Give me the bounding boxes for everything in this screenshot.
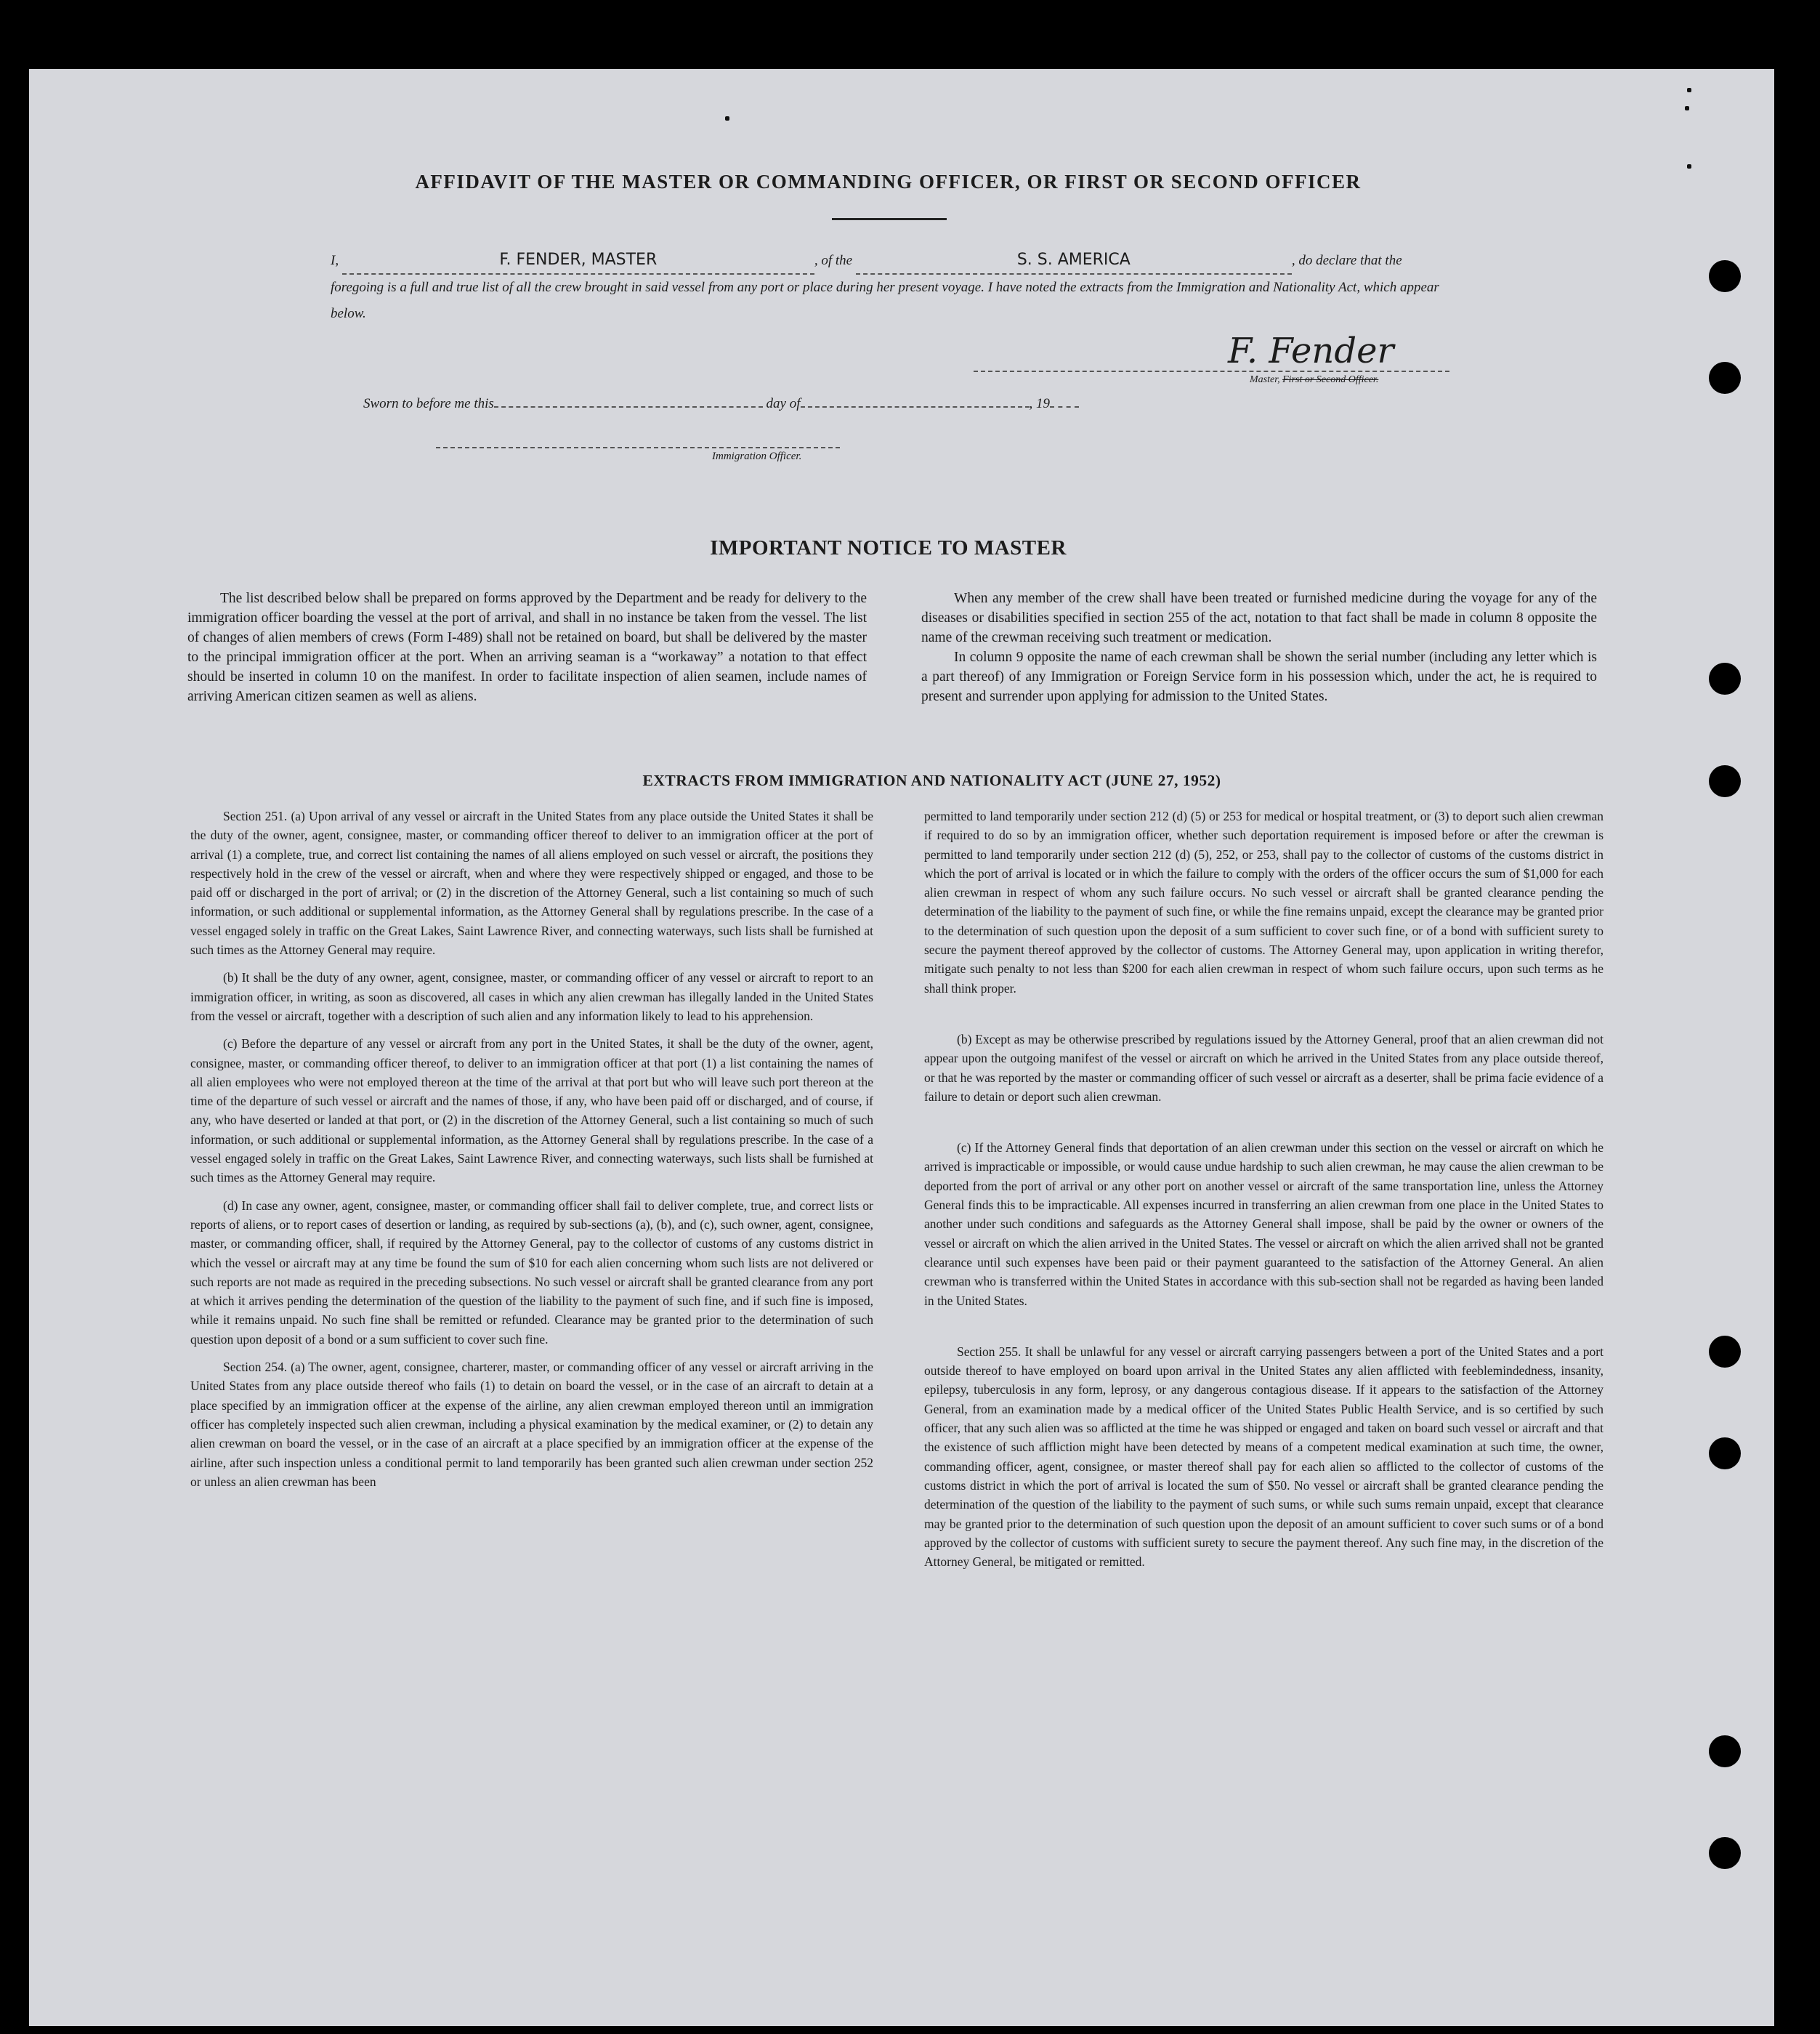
- section-251-b: (b) It shall be the duty of any owner, agent, consignee, master, or commanding officer of any vessel or aircraft to report to an immigration officer, in writing, as soon as discovered, all cases in which any alien crewman has illegally landed in the United States from the vessel or aircraft, together with a description of such alien and any information likely to lead to his apprehension.: [190, 970, 873, 1023]
- sworn-year-label: , 19: [1029, 396, 1051, 411]
- notice-paragraph: When any member of the crew shall have been treated or furnished medicine during the voyage for any of the diseases or disabilities specified in section 255 of the act, notation to that fact shall be made in column 8 opposite the name of the crewman receiving such treatment or medication.: [921, 591, 1597, 645]
- section-255: Section 255. It shall be unlawful for any vessel or aircraft carrying passengers between a port of the United States and a port outside thereof to have employed on board upon arrival in the United States any alien afflicted with feeblemindedness, insanity, epilepsy, tuberculosis in any form, leprosy, or any dangerous contagious disease. If it appears to the satisfaction of the Attorney General, from an examination made by a medical officer of the United States Public Health Service, and is so certified by such officer, that any such alien was so afflicted at the time he was shipped or engaged and taken on board such vessel or aircraft and that the existence of such affliction might have been detected by means of a competent medical examination at such time, the owner, commanding officer, agent, consignee, or master thereof shall pay for each alien so afflicted to the collector of customs of the customs district in which the port of arrival is located the sum of $50. No vessel or aircraft shall be granted clearance pending the determination of the question of the liability to the payment of such sums, or while such sums remain unpaid, except that clearance may be granted prior to the determination of such question upon the deposit of an amount sufficient to cover such sums or of a bond approved by the collector of customs with sufficient surety to secure the payment thereof. Any such fine may, in the discretion of the Attorney General, be mitigated or remitted.: [924, 1344, 1603, 1570]
- notice-left-column: [187, 589, 867, 706]
- paper-speck: [725, 116, 729, 121]
- signature-line: [974, 371, 1449, 372]
- notice-paragraph: The list described below shall be prepared on forms approved by the Department and be ready for delivery to the immigration officer boarding the vessel at the port of arrival, and shall in no instance be taken from the vessel. The list of changes of alien members of crews (Form I-489) shall not be retained on board, but shall be delivered by the master to the principal immigration officer at the port. When an arriving seaman is a “workaway” a notation to that effect should be inserted in column 10 on the manifest. In order to facilitate inspection of alien seamen, include names of arriving American citizen seamen as well as aliens.: [187, 591, 867, 704]
- punch-hole: [1709, 362, 1741, 394]
- punch-hole: [1709, 1437, 1741, 1469]
- signature-caption: [1250, 374, 1378, 386]
- paper-speck: [1687, 164, 1691, 169]
- prefix-i: I,: [331, 253, 339, 268]
- section-254-a: Section 254. (a) The owner, agent, consignee, charterer, master, or commanding officer of any vessel or aircraft arriving in the United States from any place outside thereof who fails (1) to detain on board the vessel, or in the case of an aircraft to detain at a place specified by an immigration officer at the expense of the airline, any alien crewman employed thereon until an immigration officer has completely inspected such alien crewman, including a physical examination by the medical examiner, or (2) to detain any alien crewman on board the vessel, or in the case of an aircraft at a place specified by an immigration officer at the expense of the airline, after such inspection unless a conditional permit to land temporarily has been granted such alien crewman under section 252 or unless an alien crewman has been: [190, 1360, 873, 1489]
- sworn-prefix: Sworn to before me this: [363, 396, 494, 411]
- master-signature: F. Fender: [1228, 331, 1394, 371]
- paper-speck: [1687, 88, 1691, 92]
- sworn-year-blank: [1050, 396, 1079, 408]
- punch-hole: [1709, 260, 1741, 292]
- section-251-d: (d) In case any owner, agent, consignee, master, or commanding officer shall fail to deliver complete, true, and correct lists or reports of aliens, or to report cases of desertion or landing, as required by sub-sections (a), (b), and (c), such owner, agent, consignee, master, or commanding officer, shall, if required by the Attorney General, pay to the collector of customs of any customs district in which the vessel or aircraft may at any time be found the sum of $10 for each alien concerning whom such lists are not delivered or such reports are not made as required in the preceding subsections. No such vessel or aircraft shall be granted clearance from any port at which it arrives pending the determination of the question of the liability to the payment of such fine, and if such fine is imposed, while it remains unpaid. No such fine shall be remitted or refunded. Clearance may be granted prior to the determination of such question upon deposit of a bond or a sum sufficient to cover such fine.: [190, 1198, 873, 1347]
- section-251-c: (c) Before the departure of any vessel or aircraft from any port in the United States, it shall be the duty of the owner, agent, consignee, master, or commanding officer thereof, to deliver to an immigration officer at that port (1) a list containing the names of all alien employees who were not employed thereon at the time of the arrival at that port but who will leave such port thereon at the time of the departure of such vessel or aircraft and the names of those, if any, who have been paid off or discharged, and of course, if any, who have deserted or landed at that port, or (2) in the discretion of the Attorney General, such a list containing so much of such information, or such additional or supplemental information, as the Attorney General shall by regulations prescribe. In the case of a vessel engaged solely in traffic on the Great Lakes, Saint Lawrence River, and connecting waterways, such lists shall be furnished at such times as the Attorney General may require.: [190, 1036, 873, 1185]
- sworn-day-label: day of: [766, 396, 801, 411]
- extracts-right-column: [924, 807, 1603, 1580]
- extracts-left-column: [190, 807, 873, 1500]
- punch-hole: [1709, 1837, 1741, 1869]
- immigration-officer-caption: Immigration Officer.: [712, 451, 802, 462]
- declaration-block: [331, 247, 1453, 327]
- do-declare-label: , do declare: [1291, 253, 1357, 268]
- name-field: F. FENDER, MASTER: [342, 247, 814, 275]
- section-251-a: Section 251. (a) Upon arrival of any vessel or aircraft in the United States from any place outside the United States it shall be the duty of the owner, agent, consignee, master, or commanding officer thereof to deliver to an immigration officer at the port of arrival (1) a complete, true, and correct list containing the names of all aliens employed on such vessel or aircraft, the positions they respectively hold in the crew of the vessel or aircraft, when and where they were respectively shipped or engaged, and those to be paid off or discharged in the port of arrival; or (2) in the discretion of the Attorney General, such a list containing so much of such information, or such additional or supplemental information, as the Attorney General shall by regulations prescribe. In the case of a vessel engaged solely in traffic on the Great Lakes, Saint Lawrence River, and connecting waterways, such lists shall be furnished at such times as the Attorney General may require.: [190, 809, 873, 958]
- title-rule: [832, 218, 947, 220]
- paper-speck: [1685, 106, 1689, 110]
- notice-title: IMPORTANT NOTICE TO MASTER: [710, 536, 1067, 560]
- of-the-label: , of the: [814, 253, 853, 268]
- vessel-field: S. S. AMERICA: [856, 247, 1292, 275]
- punch-hole: [1709, 1336, 1741, 1368]
- punch-hole: [1709, 1735, 1741, 1767]
- immigration-officer-line: [436, 447, 840, 448]
- sworn-line: [363, 396, 1079, 412]
- caption-struck-officer: First or Second Officer.: [1282, 374, 1379, 385]
- declaration-text: that the foregoing is a full and true list of all the crew brought in said vessel from any port or place during her present voyage. I have noted the extracts from the Immigration and Nationality Act, which appear below.: [331, 253, 1439, 321]
- extracts-title: EXTRACTS FROM IMMIGRATION AND NATIONALITY ACT (JUNE 27, 1952): [642, 772, 1221, 789]
- section-254-a-continued: permitted to land temporarily under section 212 (d) (5) or 253 for medical or hospital treatment, or (3) to deport such alien crewman if required to do so by an immigration officer, whether such deportation requirement is imposed before or after the crewman is permitted to land temporarily under section 212 (d) (5), 252, or 253, shall pay to the collector of customs of the customs district in which the port of arrival is located or in which the failure to comply with the orders of the officer occurs the sum of $1,000 for each alien crewman in respect of whom any such failure occurs. No such vessel or aircraft shall be granted clearance pending the determination of the liability to the payment of such fine, or while the fine remains unpaid, except the clearance may be granted prior to the determination of such question upon the deposit of a sum sufficient to cover such fine, or of a bond with sufficient surety to secure the payment thereof approved by the collector of customs. The Attorney General may, upon application in writing therefor, mitigate such penalty to not less than $200 for each alien crewman in respect of whom such failure occurs, upon such terms as he shall think proper.: [924, 809, 1603, 996]
- section-254-b: (b) Except as may be otherwise prescribed by regulations issued by the Attorney General, proof that an alien crewman did not appear upon the outgoing manifest of the vessel or aircraft on which he arrived in the United States from any place outside thereof, or that he was reported by the master or commanding officer of such vessel or aircraft as a deserter, shall be prima facie evidence of a failure to detain or deport such alien crewman.: [924, 1031, 1603, 1104]
- sworn-day-blank: [494, 396, 763, 408]
- caption-master: Master,: [1250, 374, 1280, 385]
- affidavit-title: AFFIDAVIT OF THE MASTER OR COMMANDING OFFICER, OR FIRST OR SECOND OFFICER: [415, 171, 1362, 193]
- section-254-c: (c) If the Attorney General finds that deportation of an alien crewman under this section on the vessel or aircraft on which he arrived is impracticable or impossible, or would cause undue hardship to such alien crewman, he may cause the alien crewman to be deported from the port of arrival or any other port on another vessel or aircraft of the same transportation line, unless the Attorney General finds this to be impracticable. All expenses incurred in transferring an alien crewman from one place in the United States to another under such conditions and safeguards as the Attorney General shall impose, shall be paid by the owner or owners of the vessel or aircraft on which the alien arrived in the United States. The vessel or aircraft on which the alien arrived shall not be granted clearance until such expenses have been paid or their payment guaranteed to the satisfaction of the Attorney General. An alien crewman who is transferred within the United States in accordance with this sub-section shall not be regarded as having been landed in the United States.: [924, 1140, 1603, 1308]
- notice-paragraph: In column 9 opposite the name of each crewman shall be shown the serial number (including any letter which is a part thereof) of any Immigration or Foreign Service form in his possession which, under the act, he is required to present and surrender upon applying for admission to the United States.: [921, 650, 1597, 704]
- sworn-month-blank: [801, 396, 1030, 408]
- punch-hole: [1709, 663, 1741, 695]
- notice-right-column: [921, 589, 1597, 706]
